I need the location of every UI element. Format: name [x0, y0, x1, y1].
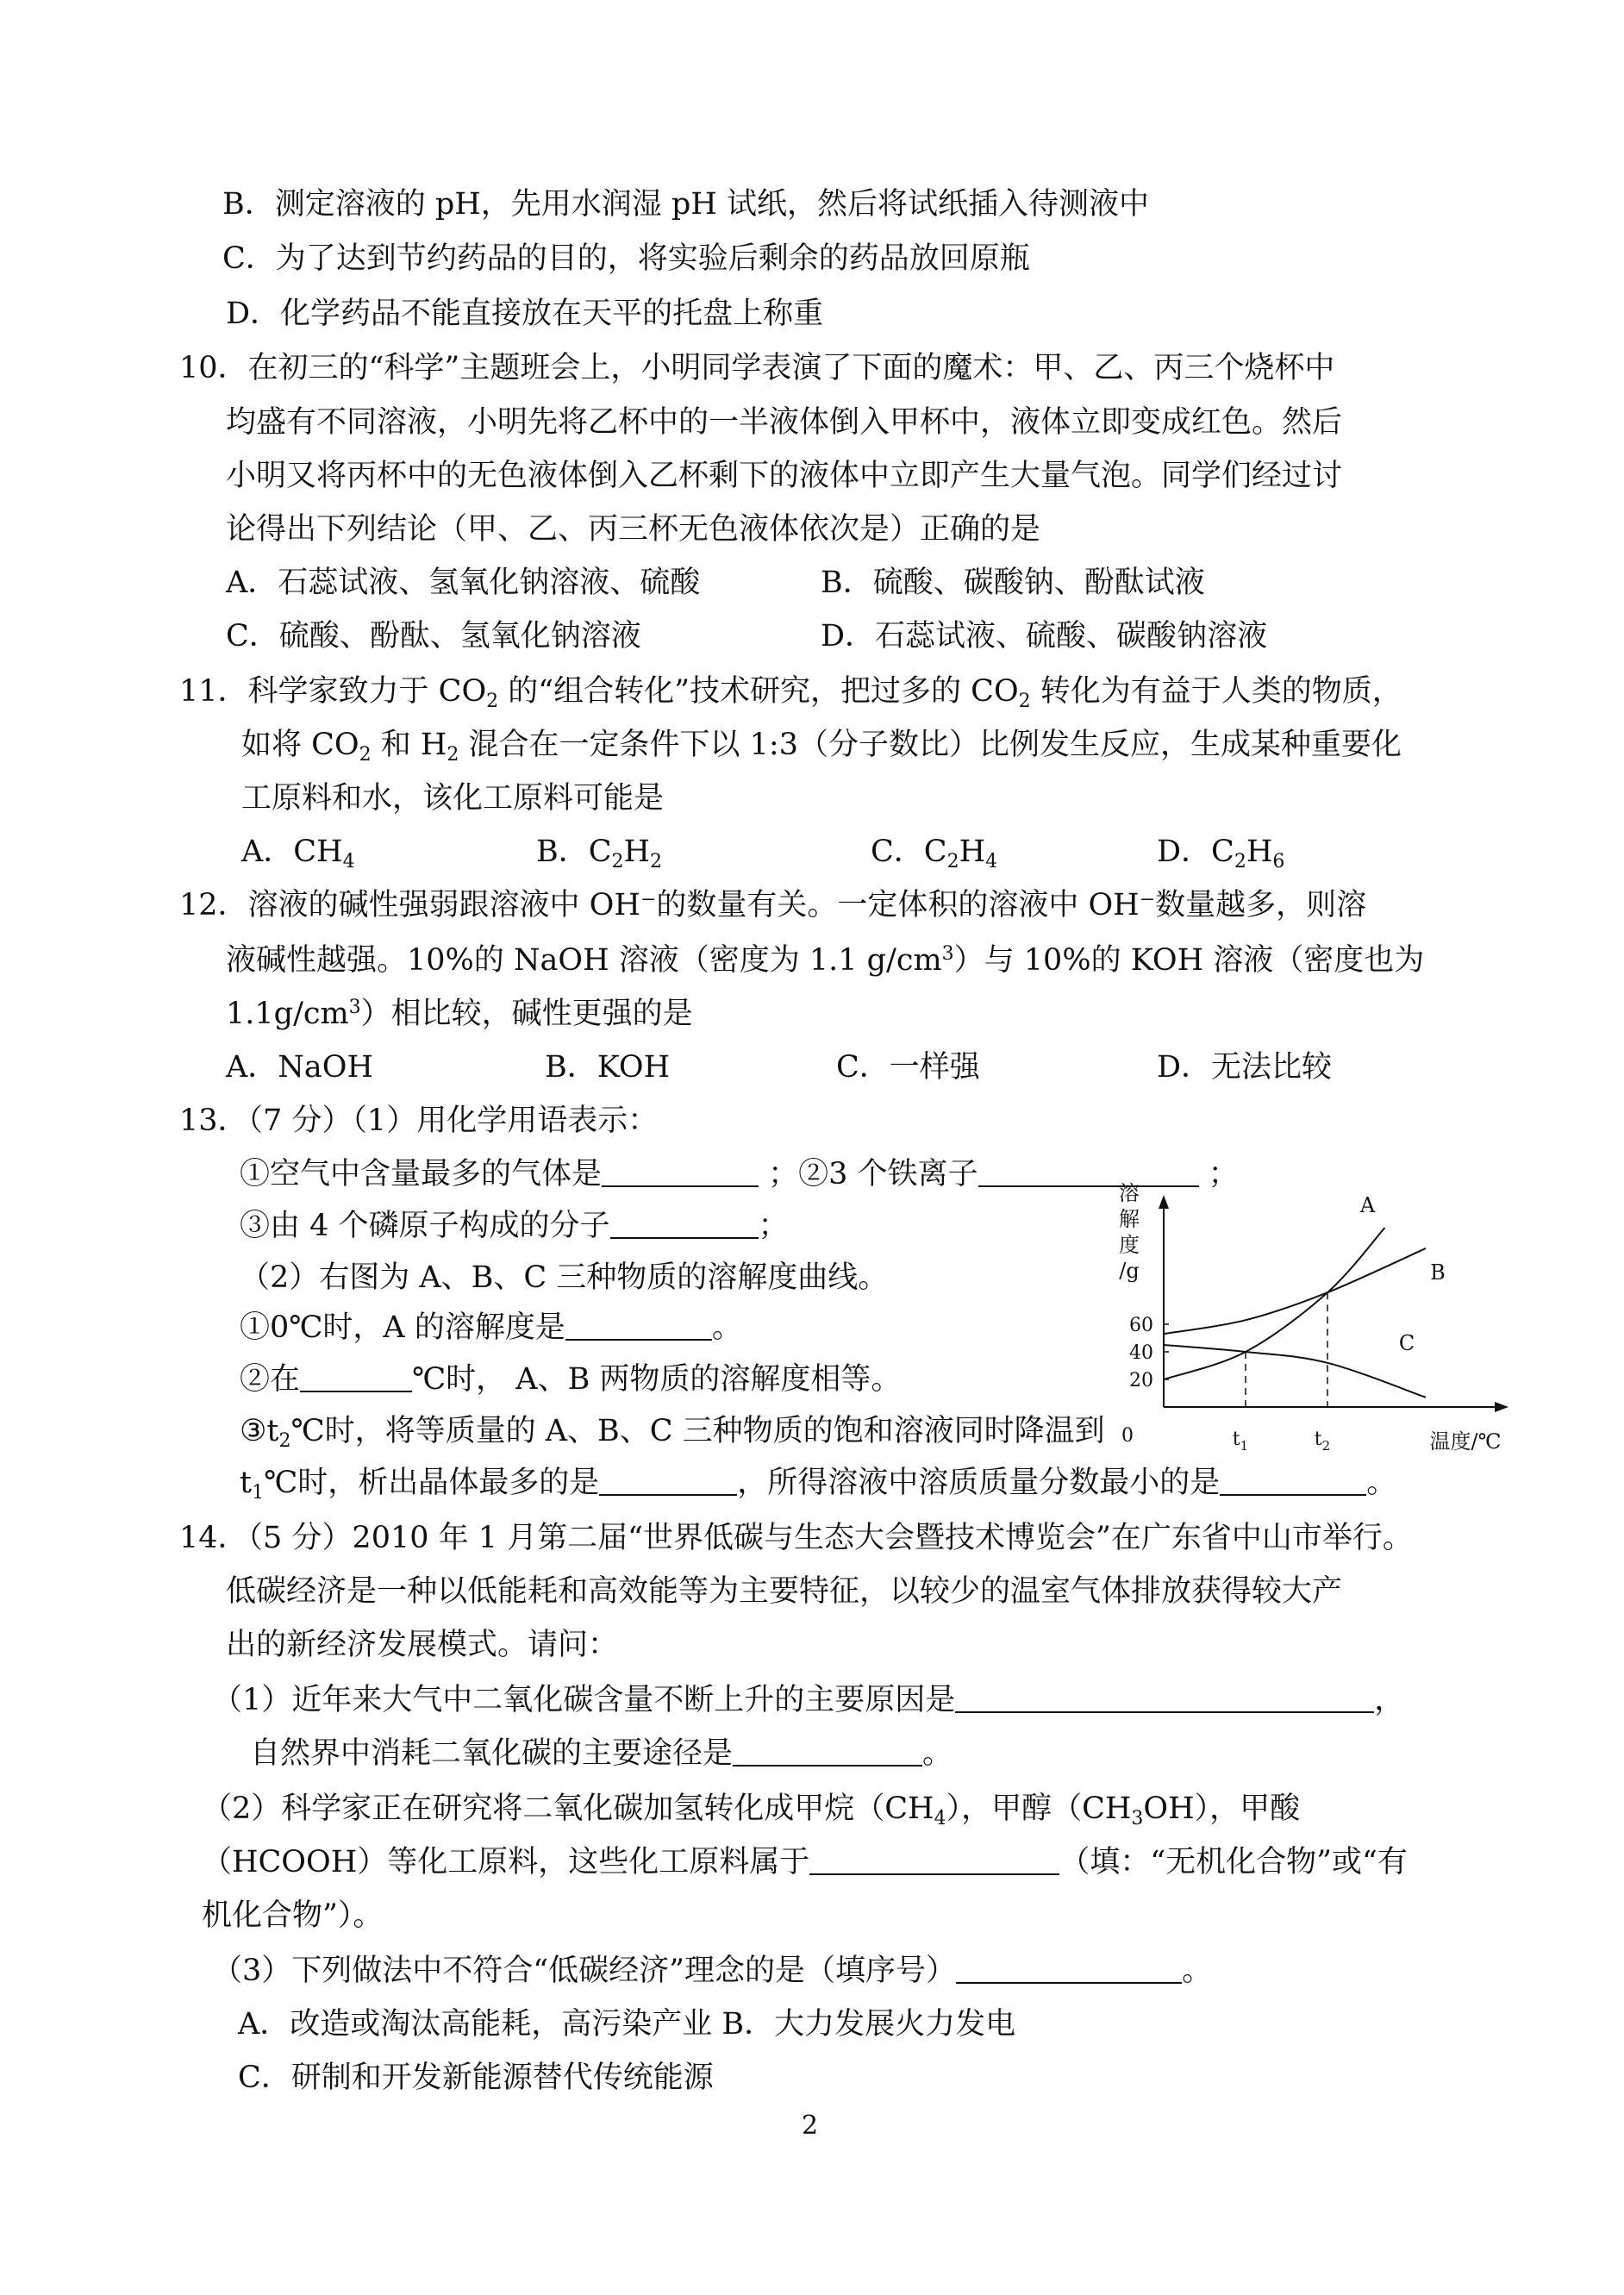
curve-A: [1164, 1228, 1385, 1379]
page-number: 2: [802, 2111, 819, 2141]
series-label-A: A: [1359, 1193, 1376, 1217]
q14-fill-line2: 自然界中消耗二氧化碳的主要途径是 。: [250, 1736, 953, 1771]
q14-stem-line8: 机化合物”）。: [202, 1898, 384, 1933]
q12-stem-line3: $1.1g/cm^3$）相比较，碱性更强的是: [226, 997, 693, 1031]
q10-stem-line2: 均盛有不同溶液，小明先将乙杯中的一半液体倒入甲杯中，液体立即变成红色。然后: [226, 405, 1343, 440]
q10-option-c: C．硫酸、酚酞、氢氧化钠溶液: [226, 619, 641, 653]
q12-option-a: A．NaOH: [226, 1050, 373, 1085]
x-tick-subscript: 2: [1321, 1438, 1331, 1454]
q13-stem-line1: 13．（7 分）（1）用化学用语表示：: [179, 1104, 659, 1138]
answer-blank[interactable]: [610, 1211, 759, 1239]
q9-option-b: B．测定溶液的 pH，先用水润湿 pH 试纸，然后将试纸插入待测液中: [222, 187, 1149, 222]
q10-option-a: A．石蕊试液、氢氧化钠溶液、硫酸: [226, 566, 701, 600]
x-tick-subscript: 1: [1240, 1438, 1249, 1454]
answer-blank[interactable]: [602, 1160, 759, 1187]
y-tick-label: 60: [1129, 1315, 1153, 1336]
q11-option-b: B．$C_2H_2$: [536, 835, 663, 872]
y-axis-label: 度: [1119, 1233, 1140, 1257]
q14-stem-line2: 低碳经济是一种以低能耗和高效能等为主要特征，以较少的温室气体排放获得较大产: [226, 1574, 1343, 1609]
curve-C: [1164, 1345, 1426, 1398]
answer-blank[interactable]: [599, 1468, 737, 1496]
q12-stem-line2: 液碱性越强。10%的 NaOH 溶液（密度为 1.1 $g/cm^3$）与 10%的 KOH 溶液（密度也为: [226, 943, 1425, 978]
q10-stem-line1: 10．在初三的“科学”主题班会上，小明同学表演了下面的魔术：甲、乙、丙三个烧杯中: [179, 351, 1335, 385]
q13-fill-line2: ③由 4 个磷原子构成的分子 ；: [240, 1209, 789, 1243]
q14-fill-line1: （1）近年来大气中二氧化碳含量不断上升的主要原因是 ，: [212, 1683, 1405, 1717]
x-axis-label: 温度/℃: [1429, 1429, 1502, 1454]
x-tick-label: $t_1$: [1232, 1429, 1249, 1454]
x-tick-label: $t_2$: [1314, 1429, 1331, 1454]
q12-option-b: B．KOH: [545, 1050, 671, 1085]
y-tick-label: 20: [1129, 1370, 1153, 1391]
q14-option-c: C．研制和开发新能源替代传统能源: [238, 2060, 714, 2095]
q13-fill-line5: $③t_2℃$时，将等质量的 A、B、C 三种物质的饱和溶液同时降温到: [240, 1414, 1105, 1452]
q14-fill-line5: （3）下列做法中不符合“低碳经济”理念的是（填序号） 。: [212, 1954, 1213, 1988]
q9-option-d: D．化学药品不能直接放在天平的托盘上称重: [226, 297, 824, 331]
series-label-B: B: [1430, 1260, 1446, 1285]
y-axis-label: /g: [1119, 1259, 1140, 1283]
q13-fill-line3: ①0℃时，A 的溶解度是 。: [240, 1310, 742, 1345]
q13-fill-line6: $t_1℃$时，析出晶体最多的是 ，所得溶液中溶质质量分数最小的是 。: [240, 1466, 1397, 1504]
q11-option-d: D．$C_2H_6$: [1157, 835, 1285, 872]
q14-fill-line3: （2）科学家正在研究将二氧化碳加氢转化成甲烷$(CH_4)$，甲醇$(CH_3OH)$，甲酸: [202, 1792, 1301, 1829]
q11-stem-line1: 11．科学家致力于 $CO_2$ 的“组合转化”技术研究，把过多的 $CO_2$ 转化为有益于人类的物质，: [179, 674, 1402, 712]
q10-stem-line4: 论得出下列结论（甲、乙、丙三杯无色液体依次是）正确的是: [226, 512, 1041, 547]
answer-blank[interactable]: [809, 1848, 1059, 1875]
q10-option-b: B．硫酸、碳酸钠、酚酞试液: [821, 566, 1205, 600]
y-axis-arrow: [1159, 1195, 1169, 1209]
y-axis-label: 解: [1119, 1207, 1140, 1231]
answer-blank[interactable]: [565, 1313, 712, 1341]
y-axis-label: 溶: [1119, 1181, 1140, 1205]
q13-part2-intro: （2）右图为 A、B、C 三种物质的溶解度曲线。: [240, 1260, 889, 1295]
answer-blank[interactable]: [955, 1685, 1374, 1713]
q14-stem-line3: 出的新经济发展模式。请问：: [226, 1628, 619, 1662]
q13-fill-line4: ②在 ℃时， A、B 两物质的溶解度相等。: [240, 1362, 902, 1397]
q14-option-a-b: A．改造或淘汰高能耗，高污染产业 B．大力发展火力发电: [238, 2007, 1016, 2042]
q11-stem-line3: 工原料和水，该化工原料可能是: [241, 781, 665, 816]
q11-option-a: A．$CH_4$: [241, 835, 355, 872]
q14-stem-line1: 14．（5 分）2010 年 1 月第二届“世界低碳与生态大会暨技术博览会”在广东省中山市举行。: [179, 1521, 1413, 1555]
q10-option-d: D．石蕊试液、硫酸、碳酸钠溶液: [821, 619, 1268, 653]
q11-stem-line2: 如将 $CO_2$ 和 $H_2$ 混合在一定条件下以 1:3（分子数比）比例发生反应，生成某种重要化: [241, 728, 1402, 766]
origin-label: 0: [1121, 1425, 1134, 1447]
series-label-C: C: [1398, 1331, 1415, 1355]
q10-stem-line3: 小明又将丙杯中的无色液体倒入乙杯剩下的液体中立即产生大量气泡。同学们经过讨: [226, 459, 1343, 493]
solubility-chart: [1103, 1181, 1526, 1466]
q12-stem-line1: 12．溶液的碱性强弱跟溶液中 OH⁻的数量有关。一定体积的溶液中 OH⁻数量越多，则溶: [179, 888, 1367, 922]
q9-option-c: C．为了达到节约药品的目的，将实验后剩余的药品放回原瓶: [222, 241, 1030, 276]
answer-blank[interactable]: [733, 1739, 922, 1767]
answer-blank[interactable]: [300, 1365, 412, 1392]
q12-option-c: C．一样强: [836, 1050, 980, 1085]
answer-blank[interactable]: [956, 1956, 1182, 1984]
y-tick-label: 40: [1129, 1342, 1153, 1364]
q11-option-c: C．$C_2H_4$: [871, 835, 998, 872]
answer-blank[interactable]: [1220, 1468, 1366, 1496]
q12-option-d: D．无法比较: [1157, 1050, 1333, 1085]
curve-B: [1164, 1248, 1426, 1334]
q13-fill-line1: ①空气中含量最多的气体是 ；②3 个铁离子 ；: [240, 1157, 1239, 1191]
q14-fill-line4: （HCOOH）等化工原料，这些化工原料属于 （填：“无机化合物”或“有: [202, 1845, 1408, 1879]
x-axis-arrow: [1495, 1402, 1508, 1412]
